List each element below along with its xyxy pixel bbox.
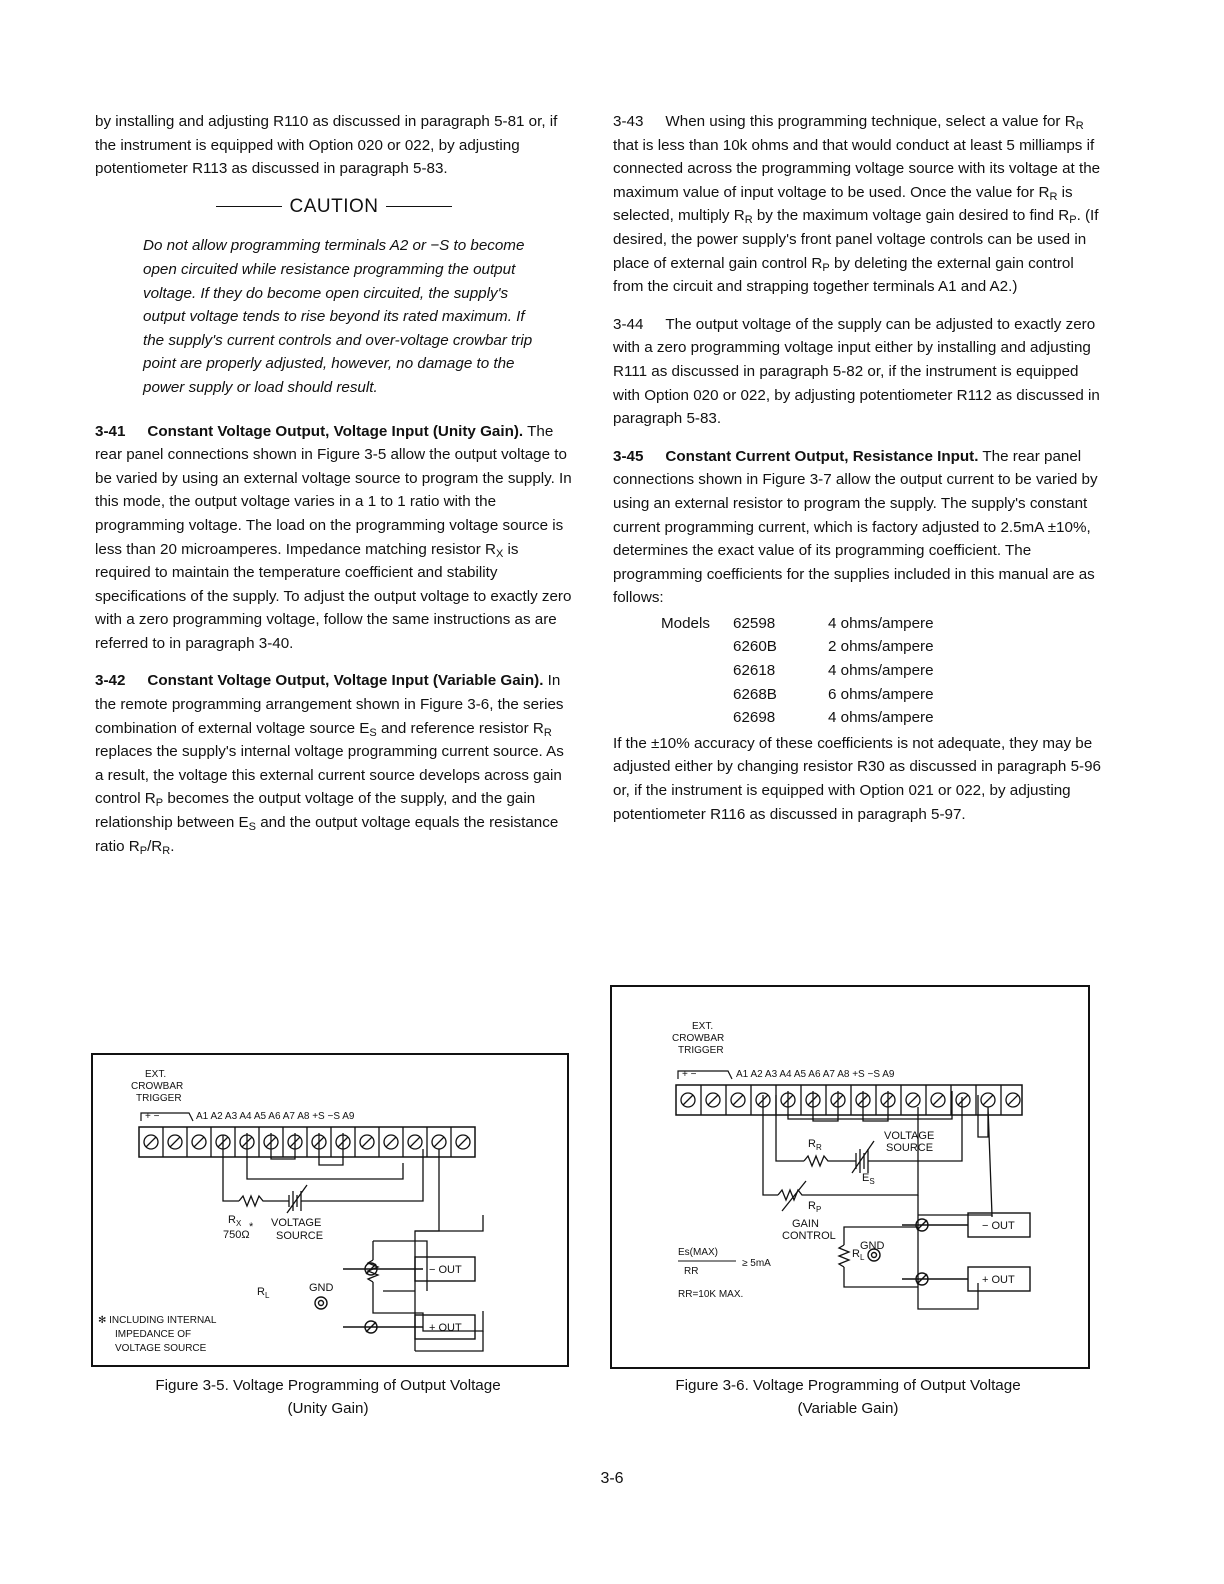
paragraph-text: /R [147, 837, 163, 855]
paragraph-text: The rear panel connections shown in Figure 3-7 allow the output current to be varied by using an external resistor to program the supply. The supply's constant current programming current, which is factory adjusted to 2.5mA ±10%, determines the exact value of its programming coefficient. The programming coefficients for the supplies included in this manual are as follows: [613, 447, 1098, 607]
figure-3-5-caption [91, 1374, 565, 1420]
gnd-label: GND [860, 1240, 885, 1252]
subscript: X [495, 547, 504, 560]
trigger-label: TRIGGER [136, 1093, 182, 1104]
wiring [763, 1091, 992, 1309]
voltage-source-label: SOURCE [276, 1230, 324, 1242]
crowbar-label: CROWBAR [131, 1081, 184, 1092]
note-line: IMPEDANCE OF [115, 1329, 192, 1340]
ext-label: EXT. [692, 1021, 714, 1032]
caption-line: (Variable Gain) [797, 1400, 899, 1417]
paragraph-3-43 [613, 110, 1108, 299]
equation-rhs: ≥ 5mA [742, 1258, 771, 1269]
plus-out-label: + OUT [429, 1322, 462, 1334]
figure-3-5-diagram [93, 1055, 567, 1365]
rr-max-note: RR=10K MAX. [678, 1289, 744, 1300]
paragraph-text: replaces the supply's internal voltage programming current source. As a result, the voltage this external current source develops across gain control R [95, 743, 564, 808]
terminal-labels: A1 A2 A3 A4 A5 A6 A7 A8 +S −S A9 [736, 1069, 895, 1080]
voltage-source-label: VOLTAGE [271, 1217, 322, 1229]
subscript: R [744, 214, 753, 227]
subscript: R [543, 726, 552, 739]
subscript: R [162, 844, 171, 857]
paragraph-text: When using this programming technique, select a value for R [665, 113, 1076, 130]
paragraph-number: 3-44 [613, 315, 644, 333]
caution-heading [95, 195, 573, 219]
terminal-screws [144, 1127, 470, 1157]
figure-3-6-diagram [612, 987, 1088, 1367]
model-number: 62618 [733, 662, 776, 680]
paragraph-text: In the remote programming arrangement shown in Figure 3-6, the series combination of external voltage source E [95, 672, 564, 737]
model-number: 62698 [733, 709, 776, 727]
paragraph-number: 3-41 [95, 422, 126, 440]
wiring [223, 1133, 483, 1351]
paragraph-number: 3-42 [95, 672, 126, 690]
table-row [661, 635, 934, 659]
paragraph-3-44 [613, 313, 1108, 431]
rr-label: $R_R$ [808, 1138, 822, 1152]
caption-line: Figure 3-5. Voltage Programming of Output Voltage [155, 1377, 501, 1394]
models-label: Models [661, 614, 710, 632]
crowbar-label: CROWBAR [672, 1033, 725, 1044]
plus-out-label: + OUT [982, 1274, 1015, 1286]
caution-text: Do not allow programming terminals A2 or −S to become open circuited while resistance programming the output voltage. If they do become open circuited, the supply's output voltage tends to rise beyond its rated maximum. If the supply's current controls and over-voltage crowbar trip point are properly adjusted, however, no damage to the power supply or load should result. [143, 237, 533, 396]
paragraph-title: Constant Voltage Output, Voltage Input (Unity Gain). [147, 422, 524, 440]
terminal-labels: A1 A2 A3 A4 A5 A6 A7 A8 +S −S A9 [196, 1111, 355, 1122]
subscript: P [155, 797, 164, 810]
table-row [661, 659, 934, 683]
rl-label: $R_L$ [257, 1286, 270, 1300]
subscript: S [369, 726, 377, 739]
ext-label: EXT. [145, 1069, 167, 1080]
paragraph-3-45 [613, 445, 1108, 610]
table-row [661, 683, 934, 707]
paragraph-number: 3-45 [613, 447, 644, 465]
rl-label: $R_L$ [852, 1248, 865, 1262]
model-number: 6268B [733, 685, 777, 703]
rp-label: $R_P$ [808, 1200, 822, 1214]
equation-numerator: Es(MAX) [678, 1247, 718, 1258]
paragraph-text: becomes the output voltage of the supply, and the gain relationship between E [95, 790, 536, 832]
equation-denominator: RR [684, 1266, 699, 1277]
caution-rule-right [386, 206, 452, 207]
voltage-source-label: VOLTAGE [884, 1130, 935, 1142]
table-row [661, 612, 934, 636]
subscript: R [1075, 120, 1084, 132]
model-coefficient: 4 ohms/ampere [828, 614, 934, 632]
model-number: 62598 [733, 614, 776, 632]
caution-rule-left [216, 206, 282, 207]
left-column [95, 110, 573, 872]
trigger-polarity: + − [682, 1069, 697, 1080]
note-line: VOLTAGE SOURCE [115, 1343, 207, 1354]
paragraph-text: . (If desired, the power supply's front panel voltage controls can be used in place of external gain control R [613, 207, 1099, 272]
voltage-source-label: SOURCE [886, 1142, 934, 1154]
caption-line: (Unity Gain) [287, 1400, 369, 1417]
figure-3-6-caption [610, 1374, 1086, 1420]
note-line: ✻ INCLUDING INTERNAL [98, 1315, 217, 1326]
figure-3-5 [91, 1053, 569, 1367]
trigger-label: TRIGGER [678, 1045, 724, 1056]
paragraph-3-41 [95, 420, 573, 656]
paragraph-3-42 [95, 669, 573, 858]
page-number: 3-6 [600, 1470, 624, 1487]
terminal-screws [681, 1085, 1020, 1115]
paragraph-text: that is less than 10k ohms and that would conduct at least 5 milliamps if connected across the programming voltage source with its voltage at the maximum value of input voltage to be used. Once the value for R [613, 136, 1101, 201]
right-column [613, 110, 1108, 840]
paragraph-title: Constant Voltage Output, Voltage Input (Variable Gain). [147, 672, 544, 690]
asterisk-mark: * [249, 1221, 254, 1233]
intro-paragraph: by installing and adjusting R110 as discussed in paragraph 5-81 or, if the instrument is equipped with Option 020 or 022, by adjusting potentiometer R113 as discussed in paragraph 5-83. [95, 113, 558, 178]
subscript: R [1049, 190, 1058, 203]
paragraph-number: 3-43 [613, 113, 644, 130]
gain-control-label: CONTROL [782, 1230, 836, 1242]
paragraph-text: . [170, 837, 175, 855]
figure-3-6 [610, 985, 1090, 1369]
paragraph-text: The output voltage of the supply can be adjusted to exactly zero with a zero programming voltage input either by installing and adjusting R111 as discussed in paragraph 5-82 or, if the instrument is equipped with Option 020 or 022, by adjusting potentiometer R112 as discussed in paragraph 5-83. [613, 315, 1100, 428]
minus-out-label: − OUT [982, 1220, 1015, 1232]
caution-title: CAUTION [289, 195, 379, 217]
subscript: S [248, 821, 257, 834]
paragraph-text: The rear panel connections shown in Figure 3-5 allow the output voltage to be varied by using an external voltage source to program the supply. In this mode, the output voltage varies in a 1 to 1 ratio with the programming voltage. The load on the programming voltage source is less than 20 microamperes. Impedance matching resistor R [95, 422, 572, 558]
model-coefficient: 2 ohms/ampere [828, 638, 934, 656]
subscript: P [139, 844, 148, 857]
trigger-polarity: + − [145, 1111, 160, 1122]
model-coefficient: 4 ohms/ampere [828, 709, 934, 727]
subscript: P [822, 261, 830, 274]
gain-control-label: GAIN [792, 1218, 819, 1230]
minus-out-label: − OUT [429, 1264, 462, 1276]
paragraph-text: is required to maintain the temperature coefficient and stability specifications of the supply. To adjust the output voltage to exactly zero with a zero programming voltage, follow the same instructions as are referred to in paragraph 3-40. [95, 540, 572, 652]
table-row [661, 706, 934, 730]
paragraph-3-45-continued: If the ±10% accuracy of these coefficients is not adequate, they may be adjusted either by changing resistor R30 as discussed in paragraph 5-96 or, if the instrument is equipped with Option 021 or 022, by adjusting potentiometer R116 as discussed in paragraph 5-97. [613, 734, 1101, 823]
subscript: P [1069, 214, 1077, 227]
paragraph-text: by the maximum voltage gain desired to find R [752, 207, 1070, 225]
rx-label: $R_X$ [228, 1214, 242, 1228]
paragraph-text: and reference resistor R [376, 719, 544, 737]
models-table [661, 612, 1108, 730]
paragraph-text: and the output voltage equals the resistance ratio R [95, 814, 559, 855]
model-coefficient: 6 ohms/ampere [828, 685, 934, 703]
model-number: 6260B [733, 638, 777, 656]
caption-line: Figure 3-6. Voltage Programming of Output Voltage [675, 1377, 1021, 1394]
paragraph-text: by deleting the external gain control from the circuit and strapping together terminals A1 and A2.) [613, 254, 1074, 296]
model-coefficient: 4 ohms/ampere [828, 662, 934, 680]
paragraph-text: is selected, multiply R [613, 183, 1073, 225]
gnd-label: GND [309, 1282, 334, 1294]
rx-value: 750Ω [223, 1229, 250, 1241]
paragraph-title: Constant Current Output, Resistance Input. [665, 447, 979, 465]
es-label: $E_S$ [862, 1172, 875, 1186]
